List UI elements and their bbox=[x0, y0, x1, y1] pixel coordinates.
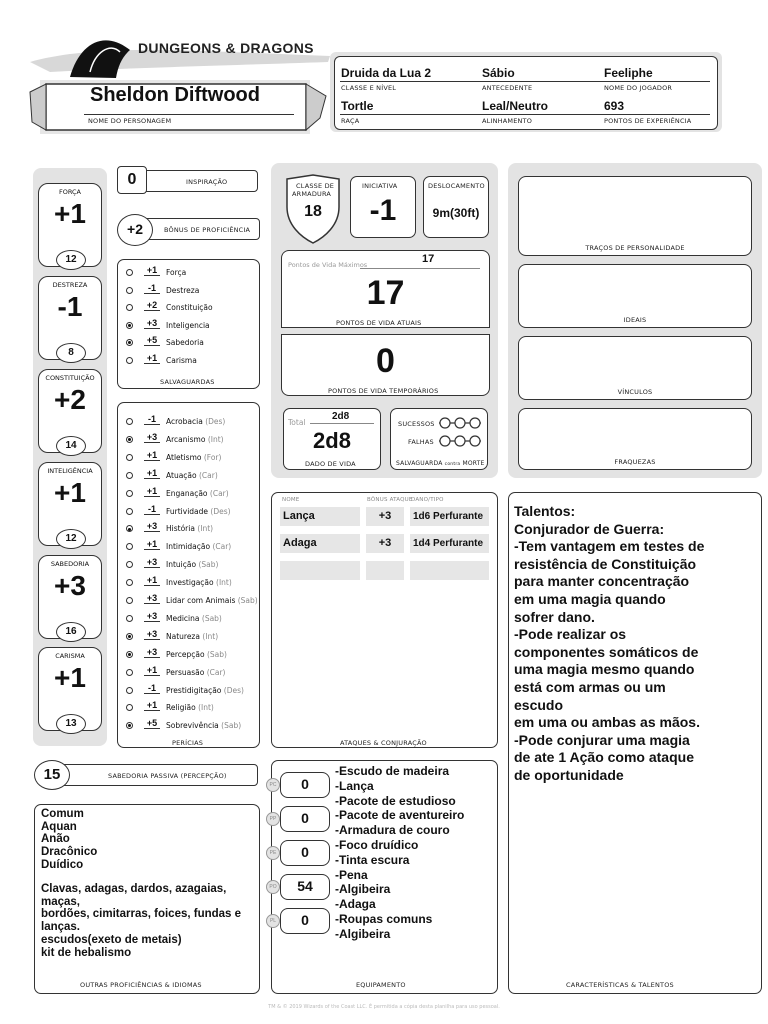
skill-name bbox=[166, 560, 218, 569]
skill-value: -1 bbox=[144, 683, 160, 694]
feature-line: em uma magia quando bbox=[514, 590, 666, 607]
ability-score[interactable]: 14 bbox=[56, 436, 86, 456]
alignment-value[interactable]: Leal/Neutro bbox=[482, 99, 549, 113]
skill-ability: (Sab) bbox=[221, 721, 242, 731]
proficiencies-text[interactable] bbox=[41, 808, 255, 959]
ability-box bbox=[38, 462, 102, 546]
feature-line: de ate 1 Ação como ataque bbox=[514, 749, 694, 766]
proficiency-marker[interactable] bbox=[126, 687, 133, 694]
death-label-a: SALVAGUARDA bbox=[396, 460, 443, 467]
equipment-item: -Lança bbox=[335, 778, 374, 793]
proficiency-marker[interactable] bbox=[126, 651, 133, 658]
player-name-value[interactable]: Feeliphe bbox=[604, 66, 653, 80]
proficiency-line: Comum bbox=[41, 808, 84, 820]
proficiency-marker[interactable] bbox=[126, 436, 133, 443]
feature-line: -Pode realizar os bbox=[514, 626, 627, 643]
skill-name bbox=[166, 453, 221, 462]
logo-text: DUNGEONS & DRAGONS bbox=[138, 40, 314, 56]
skill-label: Arcanismo bbox=[166, 434, 206, 444]
attack-bonus[interactable]: +3 bbox=[366, 534, 404, 553]
proficiency-line: Anão bbox=[41, 833, 70, 846]
saving-throw-row[interactable] bbox=[122, 264, 256, 281]
skill-name bbox=[166, 542, 231, 551]
player-name-label: NOME DO JOGADOR bbox=[604, 84, 673, 92]
skill-label: Atuação bbox=[166, 470, 197, 480]
saving-throw-name: Sabedoria bbox=[166, 338, 204, 347]
ability-modifier[interactable]: +1 bbox=[54, 198, 86, 229]
proficiency-marker[interactable] bbox=[126, 633, 133, 640]
skill-label: Percepção bbox=[166, 649, 205, 659]
feature-line: escudo bbox=[514, 696, 564, 713]
skill-row[interactable] bbox=[122, 717, 256, 734]
ideals-box[interactable] bbox=[518, 264, 752, 328]
proficiency-line: Aquan bbox=[41, 820, 77, 833]
skill-name bbox=[166, 668, 225, 677]
skill-ability: (Des) bbox=[223, 685, 244, 695]
skill-value: +1 bbox=[144, 575, 160, 586]
skill-label: Persuasão bbox=[166, 667, 205, 677]
class-level-label: CLASSE E NÍVEL bbox=[341, 84, 397, 92]
skill-row[interactable] bbox=[122, 449, 256, 466]
skill-value: -1 bbox=[144, 414, 160, 425]
skill-value: +3 bbox=[144, 432, 160, 443]
saving-throw-row[interactable] bbox=[122, 334, 256, 351]
equipment-item: -Tinta escura bbox=[335, 852, 410, 867]
proficiency-line: Dracônico bbox=[41, 846, 98, 859]
proficiency-marker[interactable] bbox=[126, 543, 133, 550]
coin-amount[interactable]: 0 bbox=[280, 806, 330, 832]
equipment-item: -Algibeira bbox=[335, 882, 391, 897]
skill-ability: (Des) bbox=[210, 506, 231, 516]
inspiration-label: INSPIRAÇÃO bbox=[186, 178, 228, 186]
hit-dice-total-underline bbox=[310, 423, 374, 424]
speed-label: DESLOCAMENTO bbox=[428, 182, 485, 190]
skill-label: Sobrevivência bbox=[166, 721, 219, 731]
saving-throw-row[interactable] bbox=[122, 282, 256, 299]
initiative-label: INICIATIVA bbox=[362, 182, 398, 190]
attacks-col-bonus: BÔNUS ATAQUE bbox=[367, 497, 413, 503]
skill-value: +1 bbox=[144, 700, 160, 711]
hp-current-label: PONTOS DE VIDA ATUAIS bbox=[336, 319, 422, 327]
ability-box bbox=[38, 555, 102, 639]
skill-label: Atletismo bbox=[166, 452, 202, 462]
equipment-item: -Pena bbox=[335, 867, 368, 882]
coin-type-label: PE bbox=[266, 846, 280, 860]
saving-throw-row[interactable] bbox=[122, 317, 256, 334]
proficiency-marker[interactable] bbox=[126, 357, 133, 364]
skill-label: Intimidação bbox=[166, 542, 211, 552]
ideals-label: IDEAIS bbox=[623, 316, 647, 324]
skill-ability: (For) bbox=[203, 452, 222, 462]
skill-ability: (Int) bbox=[202, 631, 219, 641]
feature-line: sofrer dano. bbox=[514, 608, 595, 625]
skill-row[interactable] bbox=[122, 592, 256, 609]
skill-value: +3 bbox=[144, 611, 160, 622]
skill-value: +3 bbox=[144, 647, 160, 658]
skill-name bbox=[166, 524, 213, 533]
proficiency-marker[interactable] bbox=[126, 669, 133, 676]
skill-ability: (Sab) bbox=[198, 560, 219, 570]
equipment-item: -Roupas comuns bbox=[335, 911, 433, 926]
bonds-label: VÍNCULOS bbox=[617, 388, 653, 396]
coin-amount[interactable]: 0 bbox=[280, 840, 330, 866]
hp-max-underline bbox=[360, 268, 480, 269]
feature-line: resistência de Constituição bbox=[514, 555, 697, 572]
inspiration-value[interactable]: 0 bbox=[117, 166, 147, 194]
skill-label: Lidar com Animais bbox=[166, 596, 236, 605]
attacks-box bbox=[271, 492, 498, 748]
saving-throw-value: +1 bbox=[144, 265, 160, 276]
death-label-c: MORTE bbox=[462, 460, 485, 467]
character-name-label: NOME DO PERSONAGEM bbox=[88, 117, 172, 125]
equipment-list[interactable] bbox=[335, 764, 495, 942]
skill-label: Investigação bbox=[166, 578, 214, 588]
skill-value: +3 bbox=[144, 593, 160, 604]
skill-name bbox=[166, 507, 231, 516]
attack-name[interactable]: Lança bbox=[280, 507, 360, 526]
skill-label: Furtividade bbox=[166, 506, 209, 516]
skill-name bbox=[166, 650, 227, 659]
equipment-item: -Foco druídico bbox=[335, 837, 419, 852]
coin-amount[interactable]: 0 bbox=[280, 908, 330, 934]
hp-max-value[interactable]: 17 bbox=[422, 253, 435, 265]
header-divider-2 bbox=[340, 114, 710, 115]
skill-name bbox=[166, 614, 222, 623]
header-banner bbox=[10, 22, 330, 132]
ability-box bbox=[38, 369, 102, 453]
skill-row[interactable] bbox=[122, 538, 256, 555]
ability-box bbox=[38, 183, 102, 267]
skill-value: +1 bbox=[144, 468, 160, 479]
skill-row[interactable] bbox=[122, 628, 256, 645]
saving-throw-row[interactable] bbox=[122, 352, 256, 369]
skill-label: Prestidigitação bbox=[166, 685, 222, 695]
footer-copyright: TM & © 2019 Wizards of the Coast LLC. É permitida a cópia desta planilha para uso pessoal. bbox=[268, 1004, 500, 1010]
proficiency-marker[interactable] bbox=[126, 525, 133, 532]
skill-value: +1 bbox=[144, 539, 160, 550]
skill-ability: (Car) bbox=[206, 667, 226, 677]
ability-box bbox=[38, 276, 102, 360]
coin-amount[interactable]: 0 bbox=[280, 772, 330, 798]
skill-label: Medicina bbox=[166, 613, 200, 623]
proficiency-line: kit de hebalismo bbox=[41, 946, 132, 959]
feature-line: para manter concentração bbox=[514, 573, 690, 590]
passive-value[interactable]: 15 bbox=[34, 760, 70, 790]
attack-empty-bonus[interactable] bbox=[366, 561, 404, 580]
skill-ability: (Car) bbox=[199, 470, 218, 480]
hit-dice-total[interactable]: 2d8 bbox=[332, 411, 350, 422]
hp-temp-value[interactable]: 0 bbox=[376, 342, 395, 380]
coin-type-label: PP bbox=[266, 812, 280, 826]
equipment-item: -Pacote de aventureiro bbox=[335, 808, 465, 823]
proficiency-marker[interactable] bbox=[126, 269, 133, 276]
bonds-box[interactable] bbox=[518, 336, 752, 400]
attacks-col-damage: DANO/TIPO bbox=[411, 497, 444, 503]
skill-value: +5 bbox=[144, 718, 160, 729]
skill-row[interactable] bbox=[122, 431, 256, 448]
skill-row[interactable] bbox=[122, 556, 256, 573]
attack-name[interactable]: Adaga bbox=[280, 534, 360, 553]
passive-label: SABEDORIA PASSIVA (PERCEPÇÃO) bbox=[108, 772, 227, 780]
proficiency-marker[interactable] bbox=[126, 615, 133, 622]
proficiency-marker[interactable] bbox=[126, 704, 133, 711]
skill-row[interactable] bbox=[122, 646, 256, 663]
skill-row[interactable] bbox=[122, 485, 256, 502]
skill-row[interactable] bbox=[122, 610, 256, 627]
xp-value[interactable]: 693 bbox=[604, 99, 625, 113]
speed-value[interactable]: 9m(30ft) bbox=[432, 206, 480, 220]
attack-bonus[interactable]: +3 bbox=[366, 507, 404, 526]
ability-score[interactable]: 12 bbox=[56, 529, 86, 549]
feature-line: -Tem vantagem em testes de bbox=[514, 538, 705, 555]
skill-value: +3 bbox=[144, 629, 160, 640]
saving-throw-value: +1 bbox=[144, 353, 160, 364]
proficiency-line: Duídico bbox=[41, 858, 84, 871]
coin-type-label: PC bbox=[266, 778, 280, 792]
skill-ability: (Car) bbox=[212, 542, 232, 552]
ac-label-1: CLASSE DE bbox=[296, 182, 335, 190]
skill-label: Enganação bbox=[166, 488, 208, 498]
saving-throw-name: Inteligencia bbox=[166, 320, 210, 330]
ability-modifier[interactable]: +2 bbox=[54, 384, 86, 415]
ability-label: SABEDORIA bbox=[50, 560, 90, 568]
skill-ability: (Int) bbox=[216, 578, 232, 588]
proficiency-marker[interactable] bbox=[126, 418, 133, 425]
coin-amount[interactable]: 54 bbox=[280, 874, 330, 900]
proficiency-marker[interactable] bbox=[126, 454, 133, 461]
skill-name bbox=[166, 703, 214, 712]
personality-label: TRAÇOS DE PERSONALIDADE bbox=[585, 244, 685, 252]
proficiency-marker[interactable] bbox=[126, 304, 133, 311]
proficiency-marker[interactable] bbox=[126, 339, 133, 346]
flaws-label: FRAQUEZAS bbox=[614, 458, 656, 466]
skill-ability: (Des) bbox=[205, 417, 226, 426]
proficiency-marker[interactable] bbox=[126, 287, 133, 294]
proficiency-line: maças, bbox=[41, 895, 81, 908]
race-value[interactable]: Tortle bbox=[341, 99, 374, 113]
attack-empty-name[interactable] bbox=[280, 561, 360, 580]
feature-line: em uma ou ambas as mãos. bbox=[514, 714, 700, 731]
hp-max-label: Pontos de Vida Máximos bbox=[288, 261, 368, 269]
alignment-label: ALINHAMENTO bbox=[482, 117, 533, 125]
ability-modifier[interactable]: +3 bbox=[54, 570, 86, 601]
skill-value: +1 bbox=[144, 486, 160, 497]
skill-label: Intuição bbox=[166, 560, 197, 570]
saving-throw-row[interactable] bbox=[122, 299, 256, 316]
skill-row[interactable] bbox=[122, 413, 256, 430]
skill-ability: (Int) bbox=[197, 524, 214, 534]
skills-title: PERÍCIAS bbox=[172, 739, 204, 747]
proficiency-line: Clavas, adagas, dardos, azagaias, bbox=[41, 883, 227, 896]
features-title: CARACTERÍSTICAS & TALENTOS bbox=[566, 981, 674, 989]
hit-dice-total-label: Total bbox=[288, 418, 306, 427]
ability-label: CONSTITUIÇÃO bbox=[45, 374, 95, 382]
saving-throw-name: Constituição bbox=[166, 303, 213, 312]
skill-label: História bbox=[166, 524, 195, 534]
hit-dice-value[interactable]: 2d8 bbox=[313, 428, 351, 453]
skill-name bbox=[166, 721, 241, 730]
proficiency-line: escudos(exeto de metais) bbox=[41, 933, 182, 946]
attack-damage[interactable]: 1d6 Perfurante bbox=[410, 507, 489, 526]
features-text[interactable] bbox=[514, 503, 758, 785]
skill-value: +3 bbox=[144, 557, 160, 568]
saving-throw-name: Carisma bbox=[166, 355, 197, 365]
hit-dice-label: DADO DE VIDA bbox=[305, 460, 356, 468]
proficiency-marker[interactable] bbox=[126, 579, 133, 586]
skill-name bbox=[166, 632, 218, 641]
skill-ability: (Sab) bbox=[237, 596, 258, 605]
skill-name bbox=[166, 578, 232, 587]
skill-row[interactable] bbox=[122, 682, 256, 699]
skill-row[interactable] bbox=[122, 503, 256, 520]
ability-modifier[interactable]: +1 bbox=[54, 477, 86, 508]
equipment-item: -Escudo de madeira bbox=[335, 764, 450, 778]
feature-line: uma magia mesmo quando bbox=[514, 661, 695, 678]
equipment-item: -Adaga bbox=[335, 897, 376, 912]
ability-label: DESTREZA bbox=[52, 281, 88, 289]
saving-throw-value: +5 bbox=[144, 335, 160, 346]
race-label: RAÇA bbox=[341, 117, 360, 125]
proficiency-marker[interactable] bbox=[126, 322, 133, 329]
skill-name bbox=[166, 596, 258, 605]
skill-value: +1 bbox=[144, 665, 160, 676]
personality-box[interactable] bbox=[518, 176, 752, 256]
ability-score[interactable]: 16 bbox=[56, 622, 86, 642]
ability-box bbox=[38, 647, 102, 731]
attack-empty-damage[interactable] bbox=[410, 561, 489, 580]
ability-score[interactable]: 12 bbox=[56, 250, 86, 270]
ability-label: INTELIGÊNCIA bbox=[47, 467, 93, 475]
ac-label-2: ARMADURA bbox=[292, 190, 332, 198]
proficiency-line: bordões, cimitarras, foices, fundas e bbox=[41, 908, 242, 921]
proficiency-marker[interactable] bbox=[126, 597, 133, 604]
class-level-value[interactable]: Druida da Lua 2 bbox=[341, 66, 432, 80]
proficiency-marker[interactable] bbox=[126, 508, 133, 515]
skill-name bbox=[166, 435, 224, 444]
saving-throw-name: Força bbox=[166, 268, 187, 277]
skill-row[interactable] bbox=[122, 699, 256, 716]
skill-value: -1 bbox=[144, 504, 160, 515]
death-saves-label bbox=[396, 460, 485, 467]
proficiency-marker[interactable] bbox=[126, 472, 133, 479]
ability-modifier[interactable]: +1 bbox=[54, 662, 86, 693]
attack-damage[interactable]: 1d4 Perfurante bbox=[410, 534, 489, 553]
skill-row[interactable] bbox=[122, 467, 256, 484]
feature-line: de oportunidade bbox=[514, 766, 624, 783]
proficiency-marker[interactable] bbox=[126, 490, 133, 497]
equipment-item: -Pacote de estudioso bbox=[335, 793, 456, 808]
skill-name bbox=[166, 471, 218, 480]
saving-throw-name: Destreza bbox=[166, 285, 200, 295]
skill-ability: (Sab) bbox=[201, 613, 222, 623]
death-save-circles[interactable] bbox=[436, 414, 484, 454]
hp-temp-label: PONTOS DE VIDA TEMPORÁRIOS bbox=[328, 387, 439, 395]
equipment-title: EQUIPAMENTO bbox=[356, 981, 406, 989]
skill-ability: (Car) bbox=[209, 488, 229, 498]
coin-type-label: PO bbox=[266, 880, 280, 894]
feature-line: Conjurador de Guerra: bbox=[514, 520, 665, 537]
skill-row[interactable] bbox=[122, 520, 256, 537]
proficiency-marker[interactable] bbox=[126, 561, 133, 568]
coin-type-label: PL bbox=[266, 914, 280, 928]
death-fail-label: FALHAS bbox=[408, 438, 434, 446]
ability-score[interactable]: 13 bbox=[56, 714, 86, 734]
ability-label: CARISMA bbox=[55, 652, 85, 660]
ability-modifier[interactable]: -1 bbox=[57, 291, 83, 322]
proficiencies-title: OUTRAS PROFICIÊNCIAS & IDIOMAS bbox=[80, 981, 202, 989]
saving-throw-value: +3 bbox=[144, 318, 160, 329]
skill-name bbox=[166, 686, 244, 695]
feature-line: componentes somáticos de bbox=[514, 643, 699, 660]
proficiency-line: lanças. bbox=[41, 921, 80, 934]
skill-ability: (Int) bbox=[207, 434, 224, 444]
skill-row[interactable] bbox=[122, 664, 256, 681]
armor-class-value[interactable]: 18 bbox=[304, 203, 322, 220]
skill-row[interactable] bbox=[122, 574, 256, 591]
background-label: ANTECEDENTE bbox=[482, 84, 533, 92]
header-divider-1 bbox=[340, 81, 710, 82]
xp-label: PONTOS DE EXPERIÊNCIA bbox=[604, 117, 692, 125]
character-name[interactable]: Sheldon Diftwood bbox=[90, 84, 260, 106]
attacks-title: ATAQUES & CONJURAÇÃO bbox=[340, 739, 427, 747]
proficiency-label: BÔNUS DE PROFICIÊNCIA bbox=[164, 226, 251, 234]
skill-name bbox=[166, 417, 225, 426]
feature-line: está com armas ou um bbox=[514, 678, 666, 695]
equipment-item: -Armadura de couro bbox=[335, 823, 450, 838]
ability-score[interactable]: 8 bbox=[56, 343, 86, 363]
background-value[interactable]: Sábio bbox=[482, 66, 515, 80]
skill-label: Natureza bbox=[166, 631, 200, 641]
death-success-label: SUCESSOS bbox=[398, 420, 435, 428]
skill-ability: (Sab) bbox=[207, 649, 227, 659]
flaws-box[interactable] bbox=[518, 408, 752, 470]
death-label-b: contra bbox=[444, 462, 461, 467]
proficiency-marker[interactable] bbox=[126, 722, 133, 729]
skill-value: +1 bbox=[144, 450, 160, 461]
name-underline bbox=[84, 114, 294, 115]
feature-line: Talentos: bbox=[514, 503, 576, 519]
saving-throw-value: -1 bbox=[144, 283, 160, 294]
skill-label: Acrobacia bbox=[166, 417, 203, 426]
skill-label: Religião bbox=[166, 703, 196, 713]
saving-throw-value: +2 bbox=[144, 300, 160, 311]
proficiency-line bbox=[41, 872, 255, 884]
initiative-value[interactable]: -1 bbox=[369, 194, 397, 227]
attacks-col-name: NOME bbox=[282, 497, 300, 503]
proficiency-value[interactable]: +2 bbox=[117, 214, 153, 246]
ability-label: FORÇA bbox=[58, 188, 82, 196]
skill-ability: (Int) bbox=[198, 703, 214, 713]
skill-value: +3 bbox=[144, 521, 160, 532]
saving-throws-title: SALVAGUARDAS bbox=[160, 378, 215, 386]
skill-name bbox=[166, 489, 229, 498]
hp-current-value[interactable]: 17 bbox=[366, 274, 405, 312]
feature-line: -Pode conjurar uma magia bbox=[514, 731, 690, 748]
equipment-item: -Algibeira bbox=[335, 926, 391, 941]
